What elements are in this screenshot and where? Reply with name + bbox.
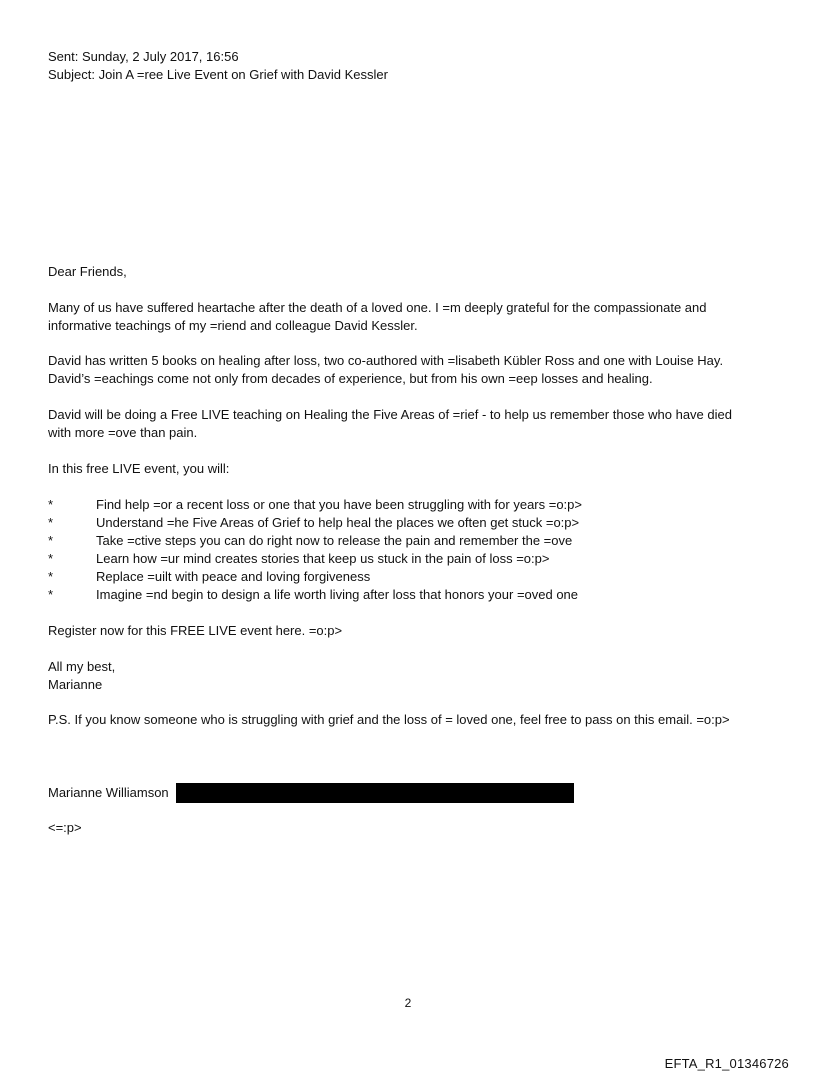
signoff-name: Marianne	[48, 677, 103, 692]
document-id: EFTA_R1_01346726	[664, 1056, 789, 1071]
paragraph-2-line-1: David has written 5 books on healing after loss, two co-authored with =lisabeth Kübler Ross and one with Louise Hay.	[48, 353, 724, 368]
paragraph-1-line-2: informative teachings of my =riend and colleague David Kessler.	[48, 318, 418, 333]
bullet-text: Take =ctive steps you can do right now to release the pain and remember the =ove	[96, 533, 573, 548]
signature: Marianne Williamson	[48, 785, 169, 800]
subject-line: Subject: Join A =ree Live Event on Grief with David Kessler	[48, 67, 388, 82]
postscript: P.S. If you know someone who is struggling with grief and the loss of = loved one, feel free to pass on this email. =o:p>	[48, 712, 730, 727]
register-line: Register now for this FREE LIVE event here. =o:p>	[48, 623, 343, 638]
closing: All my best,	[48, 659, 116, 674]
bullet-star: *	[48, 533, 54, 548]
trailer-text: <=:p>	[48, 820, 82, 835]
bullet-text: Find help =or a recent loss or one that you have been struggling with for years =o:p>	[96, 497, 582, 512]
bullet-star: *	[48, 515, 54, 530]
greeting: Dear Friends,	[48, 264, 127, 279]
paragraph-3-line-2: with more =ove than pain.	[48, 425, 198, 440]
paragraph-3-line-1: David will be doing a Free LIVE teaching on Healing the Five Areas of =rief - to help us remember those who have died	[48, 407, 732, 422]
bullet-text: Replace =uilt with peace and loving forgiveness	[96, 569, 371, 584]
redaction-bar	[176, 783, 574, 803]
bullet-star: *	[48, 587, 54, 602]
paragraph-2-line-2: David’s =eachings come not only from decades of experience, but from his own =eep losses and healing.	[48, 371, 653, 386]
paragraph-1-line-1: Many of us have suffered heartache after the death of a loved one. I =m deeply grateful for the compassionate and	[48, 300, 707, 315]
sent-line: Sent: Sunday, 2 July 2017, 16:56	[48, 49, 239, 64]
bullet-star: *	[48, 551, 54, 566]
page-number: 2	[404, 996, 412, 1010]
bullet-text: Imagine =nd begin to design a life worth living after loss that honors your =oved one	[96, 587, 579, 602]
bullet-star: *	[48, 497, 54, 512]
bullet-text: Understand =he Five Areas of Grief to help heal the places we often get stuck =o:p>	[96, 515, 580, 530]
list-intro: In this free LIVE event, you will:	[48, 461, 230, 476]
bullet-text: Learn how =ur mind creates stories that keep us stuck in the pain of loss =o:p>	[96, 551, 550, 566]
bullet-star: *	[48, 569, 54, 584]
